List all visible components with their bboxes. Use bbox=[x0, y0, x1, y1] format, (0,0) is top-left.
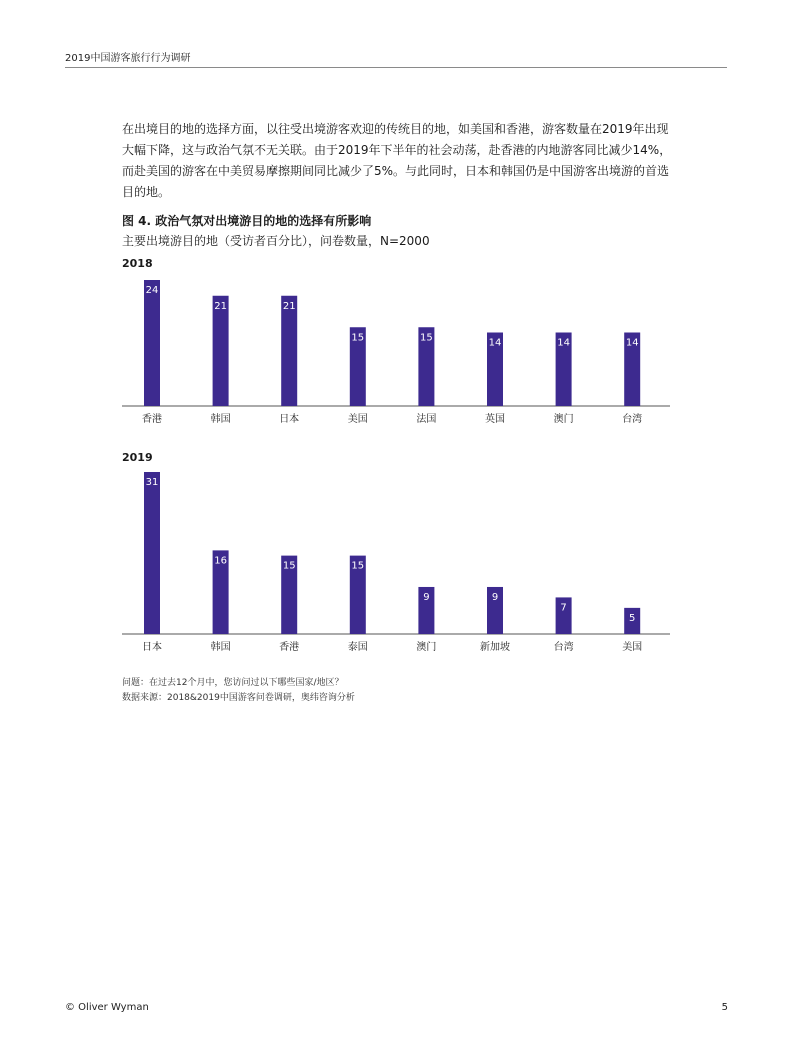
category-label-2019-3: 泰国 bbox=[347, 642, 368, 653]
category-label-2019-2: 香港 bbox=[279, 642, 300, 653]
bar-value-label-2018-4: 15 bbox=[420, 332, 433, 344]
category-label-2019-6: 台湾 bbox=[553, 642, 574, 653]
footer-copyright: © Oliver Wyman bbox=[65, 1002, 149, 1013]
category-label-2018-3: 美国 bbox=[347, 414, 368, 425]
bar-value-label-2018-0: 24 bbox=[145, 285, 159, 296]
category-label-2019-4: 澳门 bbox=[416, 642, 437, 653]
page-number: 5 bbox=[721, 1002, 728, 1013]
bar-2019-0 bbox=[144, 472, 160, 634]
header-title: 2019中国游客旅行行为调研 bbox=[65, 53, 191, 64]
category-label-2019-1: 韩国 bbox=[210, 642, 231, 653]
category-label-2018-0: 香港 bbox=[142, 414, 162, 425]
bar-value-label-2019-0: 31 bbox=[145, 477, 159, 488]
category-label-2018-1: 韩国 bbox=[210, 414, 231, 425]
bar-value-label-2019-5: 9 bbox=[491, 591, 499, 603]
bar-value-label-2018-6: 14 bbox=[557, 337, 570, 349]
category-label-2019-5: 新加坡 bbox=[480, 642, 510, 653]
category-label-2019-7: 美国 bbox=[622, 642, 643, 653]
bar-value-label-2018-5: 14 bbox=[488, 337, 502, 349]
bar-value-label-2018-1: 21 bbox=[214, 300, 227, 312]
bar-value-label-2018-3: 15 bbox=[351, 332, 365, 344]
chart-2018-label: 2018 bbox=[122, 257, 153, 270]
bar-value-label-2018-7: 14 bbox=[625, 337, 639, 349]
bar-value-label-2019-4: 9 bbox=[423, 591, 430, 603]
bar-value-label-2019-6: 7 bbox=[560, 602, 567, 614]
bar-value-label-2019-2: 15 bbox=[282, 560, 296, 572]
category-label-2018-6: 澳门 bbox=[553, 414, 574, 425]
figure-title: 图 4. 政治气氛对出境游目的地的选择有所影响 bbox=[122, 214, 372, 228]
category-label-2018-5: 英国 bbox=[485, 414, 505, 425]
bar-value-label-2018-2: 21 bbox=[282, 300, 296, 312]
bar-value-label-2019-1: 16 bbox=[214, 555, 227, 567]
category-label-2019-0: 日本 bbox=[142, 642, 162, 653]
bar-value-label-2019-7: 5 bbox=[629, 612, 636, 624]
source-note: 数据来源：2018&2019中国游客问卷调研，奥纬咨询分析 bbox=[122, 693, 355, 703]
question-note: 问题：在过去12个月中，您访问过以下哪些国家/地区？ bbox=[122, 678, 344, 688]
category-label-2018-7: 台湾 bbox=[622, 414, 643, 425]
bar-value-label-2019-3: 15 bbox=[351, 560, 365, 572]
chart-2019-label: 2019 bbox=[122, 451, 153, 464]
category-label-2018-2: 日本 bbox=[279, 414, 300, 425]
category-label-2018-4: 法国 bbox=[416, 414, 437, 425]
figure-subtitle: 主要出境游目的地（受访者百分比），问卷数量，N=2000 bbox=[122, 234, 430, 248]
body-paragraph: 在出境目的地的选择方面，以往受出境游客欢迎的传统目的地，如美国和香港，游客数量在2019年出现大幅下降，这与政治气氛不无关联。由于2019年下半年的社会动荡，赴香港的内地游客同比减少14%，而赴美国的游客在中美贸易摩擦期间同比减少了5%。与此同时，日本和韩国仍是中国游客出境游的首选目的地。 bbox=[122, 122, 672, 199]
